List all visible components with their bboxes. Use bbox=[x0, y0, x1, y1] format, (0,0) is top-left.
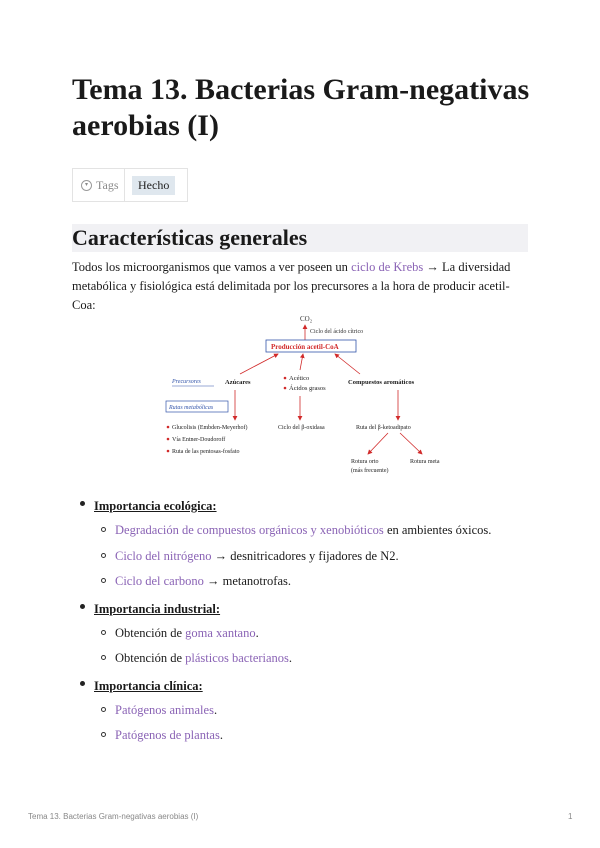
glucolisis-label: Glucolisis (Embden-Meyerhof) bbox=[172, 425, 248, 431]
ketoadipato-label: Ruta del β-ketoadipato bbox=[356, 425, 411, 431]
importance-list bbox=[72, 494, 542, 751]
rutas-label: Rutas metabólicas bbox=[169, 405, 214, 411]
page-title: Tema 13. Bacterias Gram-negativas aerobias (I) bbox=[72, 73, 530, 142]
acetyl-coa-label: Producción acetil-CoA bbox=[271, 343, 339, 351]
group-industrial bbox=[72, 597, 542, 672]
item-link[interactable]: Patógenos de plantas bbox=[115, 728, 220, 742]
item-link[interactable]: goma xantano bbox=[185, 625, 256, 640]
intro-paragraph: Todos los microorganismos que vamos a ver poseen un ciclo de Krebs → La diversidad metabólica y fisiológica está delimitada por los precursores a la hora de producir acetil-Coa: bbox=[72, 260, 511, 312]
rotura-orto-label: Rotura orto bbox=[351, 459, 379, 465]
azucares-label: Azúcares bbox=[225, 379, 251, 386]
tag-chip-hecho[interactable]: Hecho bbox=[132, 176, 175, 195]
item-link[interactable]: Ciclo del nitrógeno bbox=[115, 548, 212, 563]
page-number: 1 bbox=[568, 812, 573, 821]
section-heading: Características generales bbox=[72, 224, 528, 252]
krebs-link[interactable]: ciclo de Krebs bbox=[351, 260, 424, 274]
compuestos-label: Compuestos aromáticos bbox=[348, 379, 415, 386]
item-link[interactable]: Degradación de compuestos orgánicos y xenobióticos bbox=[115, 523, 384, 537]
beta-oxidacion-label: Ciclo del β-oxidasa bbox=[278, 425, 325, 431]
tag-dropdown-icon: ▾ bbox=[81, 180, 92, 191]
group-ecologica bbox=[72, 494, 542, 595]
list-item: Patógenos de plantas. bbox=[94, 723, 542, 749]
list-item: Patógenos animales. bbox=[94, 698, 542, 724]
list-item: Ciclo del nitrógeno → desnitricadores y fijadores de N2. bbox=[94, 544, 542, 570]
group-title: Importancia industrial: bbox=[94, 601, 221, 616]
rotura-orto-note: (más frecuente) bbox=[351, 468, 389, 474]
acidos-grasos-label: Ácidos grasos bbox=[289, 385, 326, 392]
group-title: Importancia ecológica: bbox=[94, 499, 217, 513]
group-clinica bbox=[72, 674, 542, 749]
item-link[interactable]: plásticos bacterianos bbox=[185, 651, 289, 665]
item-link[interactable]: Ciclo del carbono bbox=[115, 574, 204, 588]
list-item: Ciclo del carbono → metanotrofas. bbox=[94, 569, 542, 595]
rotura-meta-label: Rotura meta bbox=[410, 459, 440, 465]
list-item: Obtención de plásticos bacterianos. bbox=[94, 646, 542, 672]
precursores-label: Precursores bbox=[172, 379, 201, 385]
pentosas-label: Ruta de las pentosas-fosfato bbox=[172, 449, 240, 455]
list-item: Degradación de compuestos orgánicos y xenobióticos en ambientes óxicos. bbox=[94, 518, 542, 544]
entner-doudoroff-label: Vía Entner-Doudoroff bbox=[172, 437, 226, 443]
acetico-label: Acético bbox=[289, 375, 310, 382]
tags-label: ▾ Tags bbox=[73, 169, 125, 201]
footer-title: Tema 13. Bacterias Gram-negativas aerobias (I) bbox=[28, 812, 199, 821]
item-link[interactable]: Patógenos animales bbox=[115, 702, 214, 717]
metabolism-diagram bbox=[160, 308, 450, 488]
cycle-label: Ciclo del ácido cítrico bbox=[310, 329, 364, 335]
list-item: Obtención de goma xantano. bbox=[94, 621, 542, 647]
group-title: Importancia clínica: bbox=[94, 678, 203, 693]
co2-label: CO₂ bbox=[300, 315, 313, 323]
tags-property bbox=[72, 168, 188, 202]
